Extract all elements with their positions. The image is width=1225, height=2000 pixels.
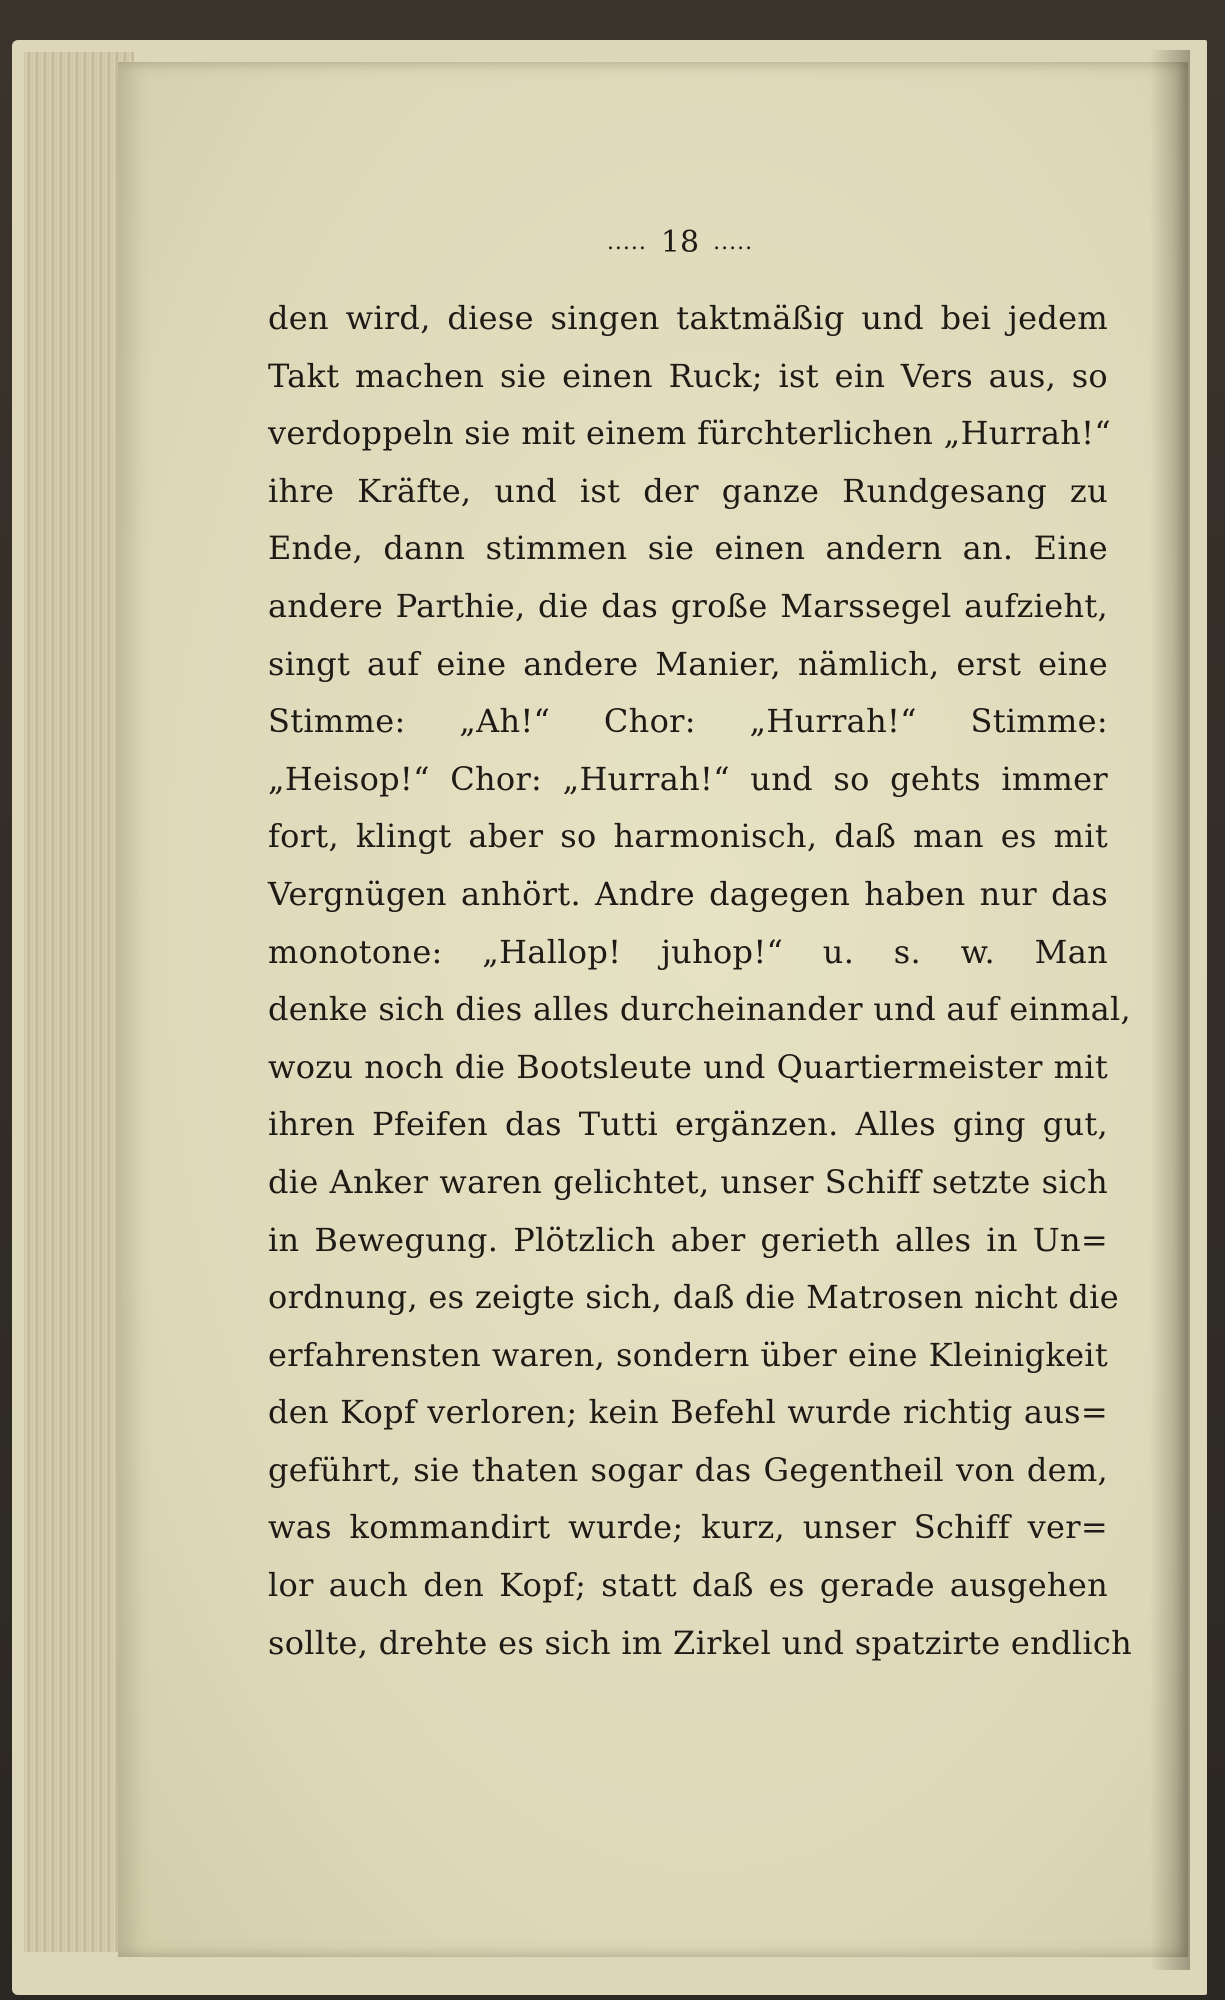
text-line: geführt, sie thaten sogar das Gegentheil von dem, [268, 1450, 1108, 1489]
text-line: Vergnügen anhört. Andre dagegen haben nur das [268, 874, 1108, 913]
text-line: andere Parthie, die das große Marssegel aufzieht, [268, 586, 1108, 625]
text-line: den wird, diese singen taktmäßig und bei jedem [268, 299, 1108, 337]
text-line: wozu noch die Bootsleute und Quartiermeister mit [268, 1047, 1108, 1086]
text-line: fort, klingt aber so harmonisch, daß man es mit [268, 817, 1108, 856]
page-header [560, 222, 800, 262]
text-line: ihren Pfeifen das Tutti ergänzen. Alles ging gut, [268, 1105, 1108, 1144]
gutter-shadow [1150, 50, 1190, 1970]
text-line: die Anker waren gelichtet, unser Schiff setzte sich [268, 1162, 1108, 1201]
text-line: Stimme: „Ah!“ Chor: „Hurrah!“ Stimme: [268, 702, 1108, 741]
text-line: ihre Kräfte, und ist der ganze Rundgesang zu [268, 471, 1108, 510]
text-line: singt auf eine andere Manier, nämlich, erst eine [268, 644, 1108, 683]
text-line: denke sich dies alles durcheinander und auf einmal, [268, 990, 1131, 1029]
header-ornament-right: ..... [713, 229, 754, 255]
text-line: „Heisop!“ Chor: „Hurrah!“ und so gehts immer [268, 759, 1108, 798]
page-number: 18 [660, 224, 700, 260]
text-line: monotone: „Hallop! juhop!“ u. s. w. Man [268, 932, 1108, 971]
body-text [268, 290, 1133, 1672]
text-line: Takt machen sie einen Ruck; ist ein Vers aus, so [268, 356, 1108, 395]
text-line: den Kopf verloren; kein Befehl wurde richtig aus= [268, 1393, 1108, 1432]
text-line: lor auch den Kopf; statt daß es gerade ausgehen [268, 1566, 1108, 1605]
text-line: Ende, dann stimmen sie einen andern an. Eine [268, 529, 1108, 568]
header-ornament-left: ..... [606, 229, 647, 255]
text-line: was kommandirt wurde; kurz, unser Schiff ver= [268, 1508, 1108, 1547]
text-line: verdoppeln sie mit einem fürchterlichen „Hurrah!“ [268, 414, 1111, 453]
text-line: in Bewegung. Plötzlich aber gerieth alles in Un= [268, 1220, 1108, 1259]
text-line: ordnung, es zeigte sich, daß die Matrosen nicht die [268, 1278, 1119, 1317]
text-line: erfahrensten waren, sondern über eine Kleinigkeit [268, 1335, 1108, 1374]
text-line: sollte, drehte es sich im Zirkel und spatzirte endlich [268, 1623, 1133, 1662]
